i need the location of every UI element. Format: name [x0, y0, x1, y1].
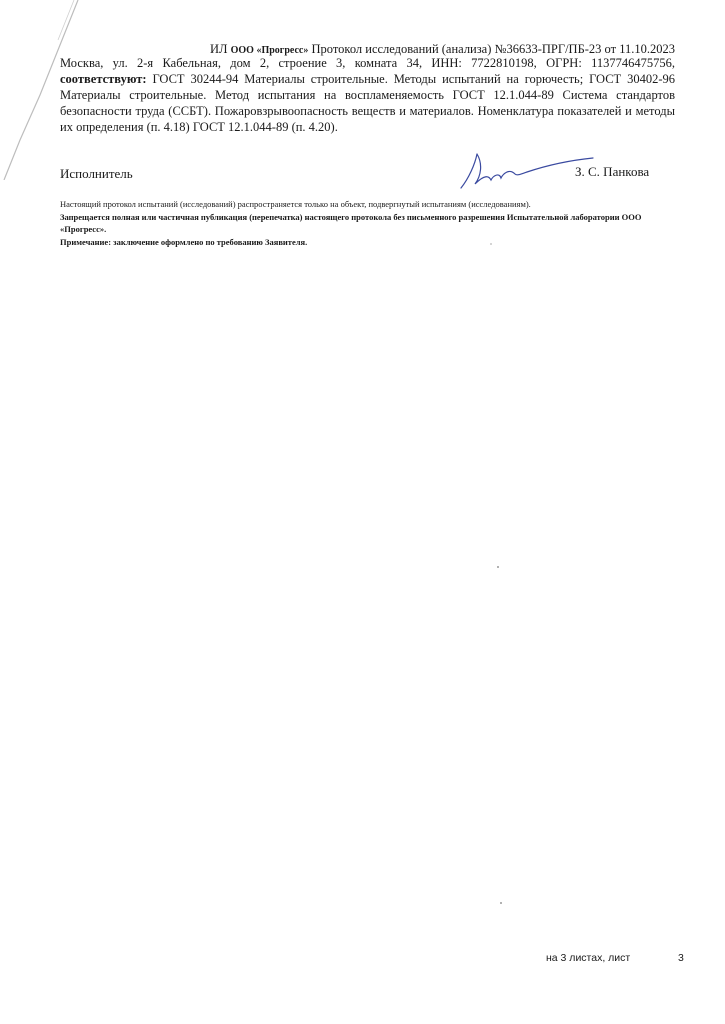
scan-speck	[497, 566, 499, 568]
note-scope: Настоящий протокол испытаний (исследований) распространяется только на объект, подвергнутый испытаниям (исследованиям).	[60, 199, 531, 209]
conforms-text: ГОСТ 30244-94 Материалы строительные. Методы испытаний на горючесть; ГОСТ 30402-96 Материалы строительные. Метод испытания на воспламеняемость ГОСТ 12.1.044-89 Система стандартов безопасности труда (ССБТ). Пожаровзрывоопасность веществ и материалов. Номенклатура показателей и методы их определения (п. 4.18) ГОСТ 12.1.044-89 (п. 4.20).	[60, 72, 675, 134]
page-footer	[546, 952, 686, 964]
address-line: Москва, ул. 2-я Кабельная, дом 2, строение 3, комната 34, ИНН: 7722810198, ОГРН: 1137746475756,	[60, 56, 675, 70]
protocol-notes	[60, 198, 675, 248]
protocol-title: Протокол исследований (анализа) №36633-ПРГ/ПБ-23 от 11.10.2023	[311, 42, 675, 56]
signature-mark	[455, 148, 595, 194]
scan-speck	[500, 902, 502, 904]
executor-name: З. С. Панкова	[575, 164, 650, 179]
note-remark: Примечание: заключение оформлено по требованию Заявителя.	[60, 236, 308, 247]
lab-name: ООО «Прогресс»	[230, 45, 309, 56]
lab-prefix: ИЛ	[209, 42, 228, 56]
note-publication: Запрещается полная или частичная публикация (перепечатка) настоящего протокола без письменного разрешения Испытательной лаборатории ООО «Прогресс».	[60, 211, 642, 234]
scan-speck	[490, 243, 492, 245]
conforms-label: соответствуют:	[60, 72, 147, 86]
executor-label: Исполнитель	[60, 166, 133, 181]
page-number: 3	[678, 952, 684, 964]
sheets-text: на 3 листах, лист	[546, 952, 631, 964]
protocol-body	[60, 55, 675, 135]
